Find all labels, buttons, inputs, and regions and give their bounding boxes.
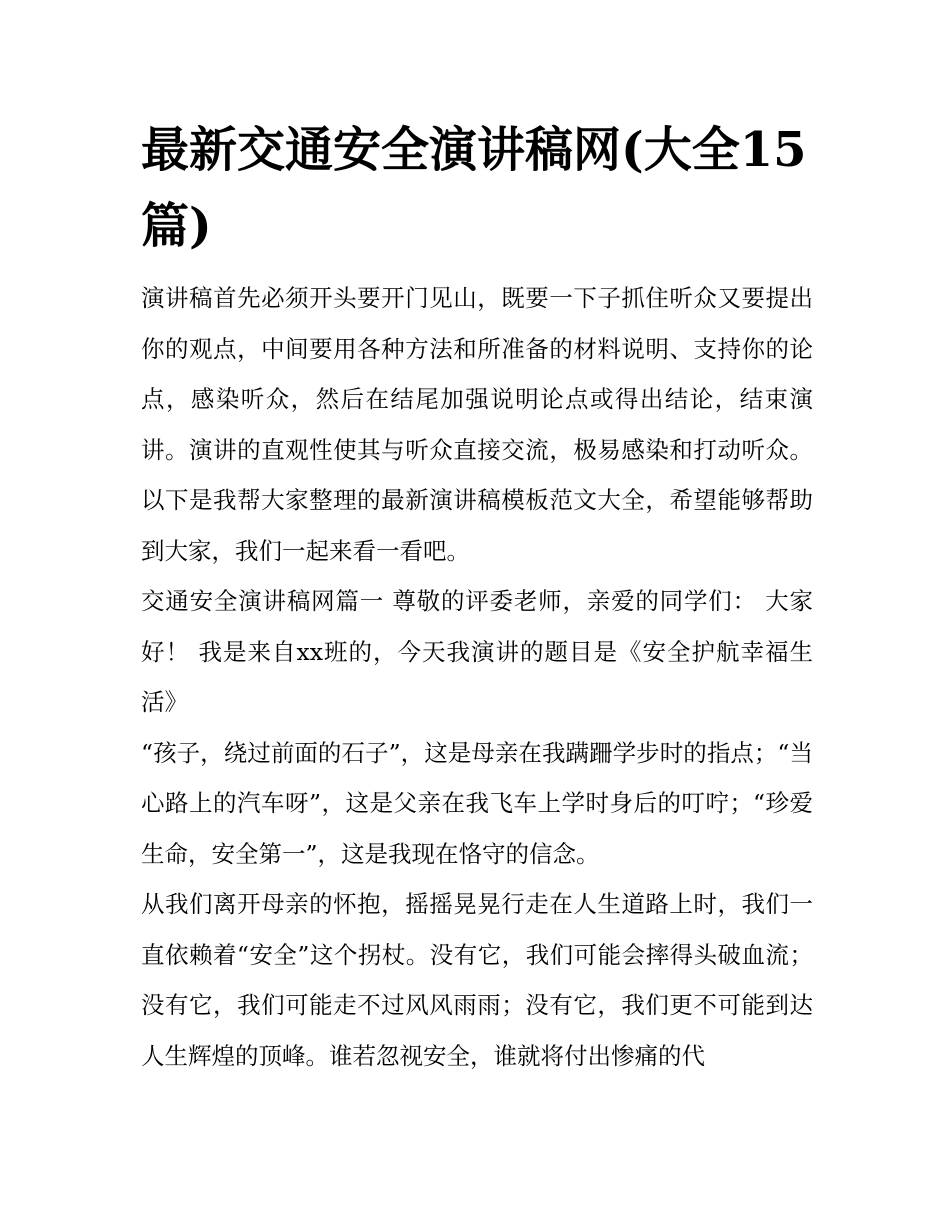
- document-title: 最新交通安全演讲稿网(大全15篇): [141, 122, 807, 254]
- quotes-paragraph: “孩子，绕过前面的石子”，这是母亲在我蹒跚学步时的指点；“当心路上的汽车呀”，这是父亲在我飞车上学时身后的叮咛；“珍爱生命，安全第一”，这是我现在恪守的信念。: [141, 738, 813, 868]
- speech-opening-paragraph: 交通安全演讲稿网篇一 尊敬的评委老师，亲爱的同学们： 大家好！ 我是来自xx班的，今天我演讲的题目是《安全护航幸福生活》: [141, 587, 813, 716]
- document-body: [141, 112, 813, 1081]
- body-paragraph: 从我们离开母亲的怀抱，摇摇晃晃行走在人生道路上时，我们一直依赖着“安全”这个拐杖。没有它，我们可能会摔得头破血流；没有它，我们可能走不过风风雨雨；没有它，我们更不可能到达人生辉煌的顶峰。谁若忽视安全，谁就将付出惨痛的代: [141, 890, 813, 1070]
- intro-paragraph: 演讲稿首先必须开头要开门见山，既要一下子抓住听众又要提出你的观点，中间要用各种方法和所准备的材料说明、支持你的论点，感染听众，然后在结尾加强说明论点或得出结论，结束演讲。演讲的直观性使其与听众直接交流，极易感染和打动听众。以下是我帮大家整理的最新演讲稿模板范文大全，希望能够帮助到大家，我们一起来看一看吧。: [141, 284, 813, 565]
